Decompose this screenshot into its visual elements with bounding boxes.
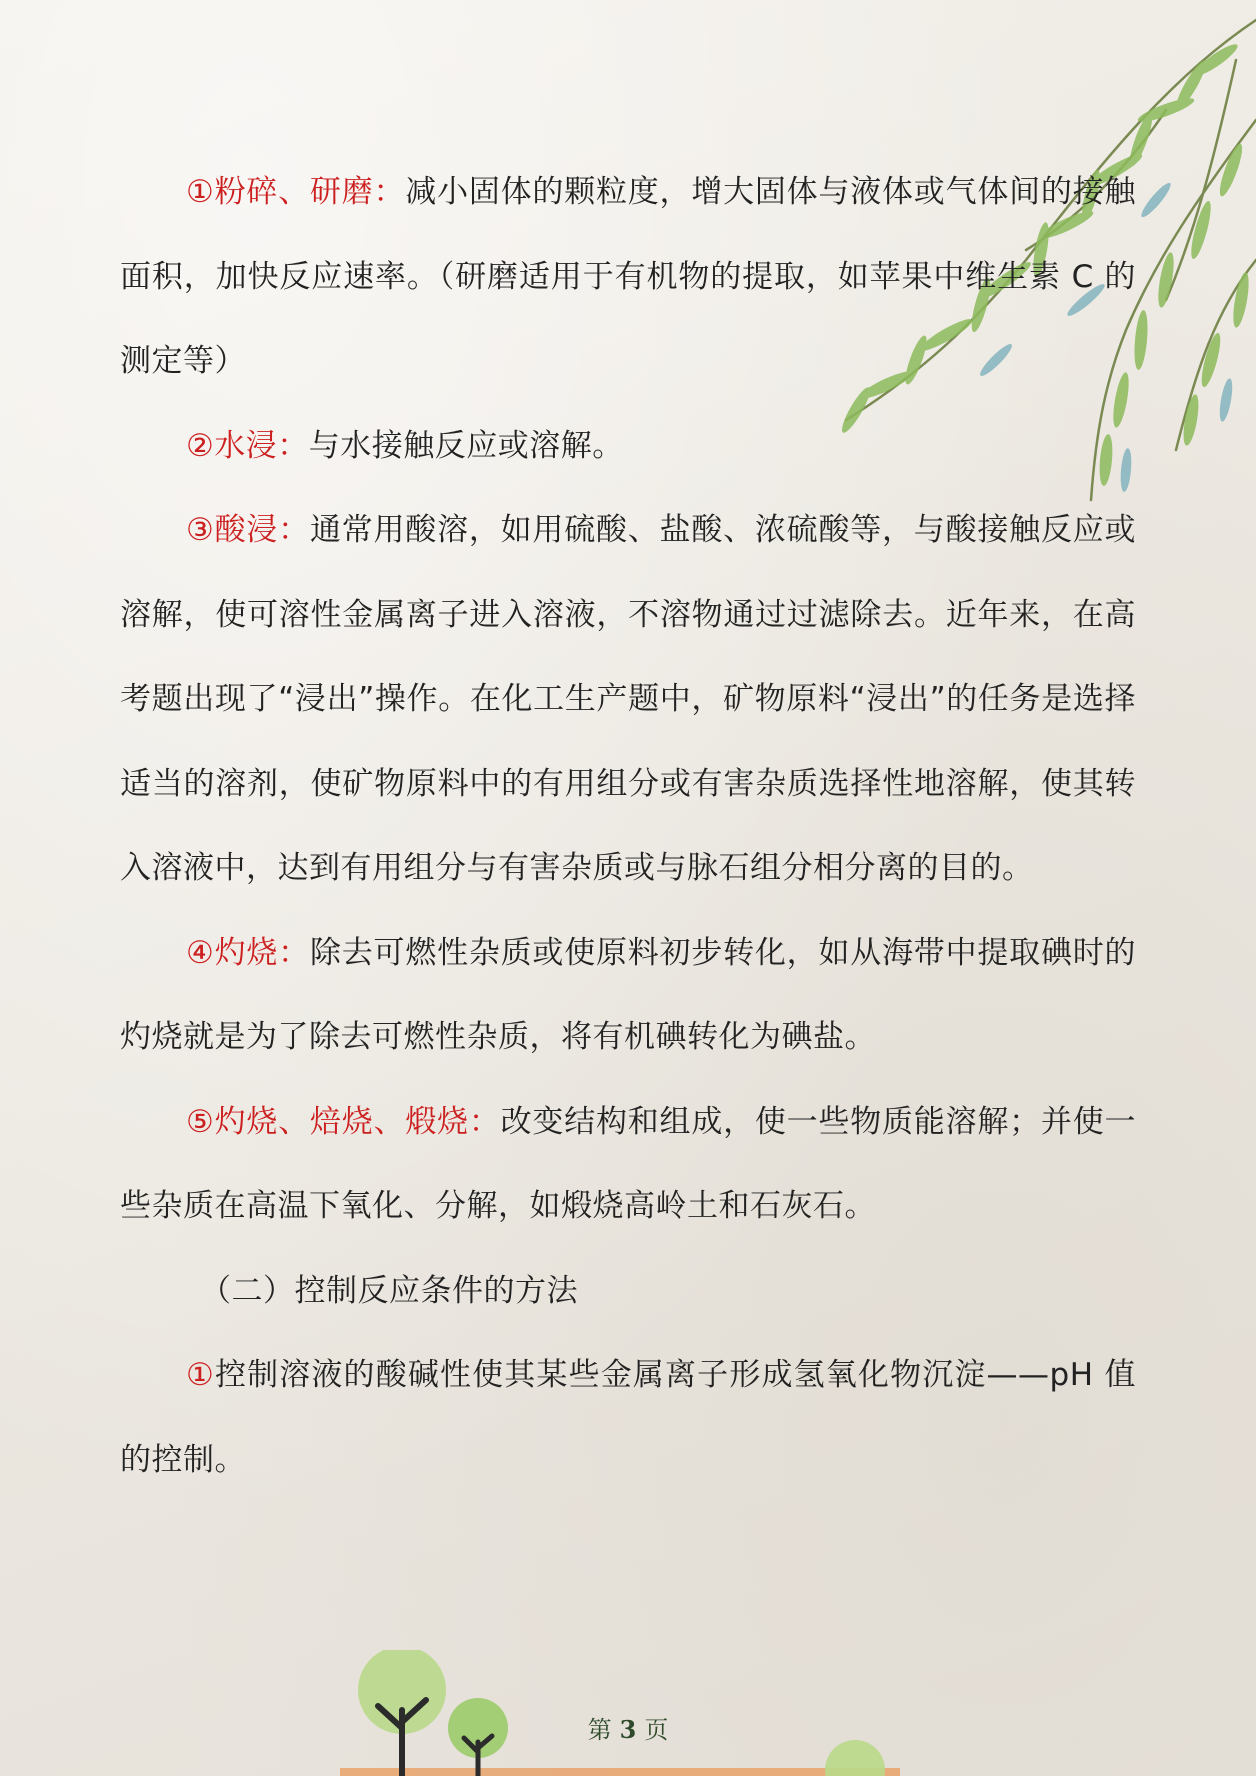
paragraph-acid-leaching [120,488,1136,911]
term-label: ②水浸： [186,427,309,464]
page-number: 3 [619,1715,637,1744]
term-label: ③酸浸： [186,512,310,548]
document-body [120,150,1136,1502]
paragraph-water-leaching [120,404,1136,489]
paragraph-text: 控制溶液的酸碱性使其某些金属离子形成氢氧化物沉淀——pH 值的控制。 [120,1357,1137,1478]
paragraph-text: 通常用酸溶，如用硫酸、盐酸、浓硫酸等，与酸接触反应或溶解，使可溶性金属离子进入溶液，不溶物通过过滤除去。近年来，在高考题出现了“浸出”操作。在化工生产题中，矿物原料“浸出”的任务是选择适当的溶剂，使矿物原料中的有用组分或有害杂质选择性地溶解，使其转入溶液中，达到有用组分与有害杂质或与脉石组分相分离的目的。 [120,512,1137,886]
term-label: ①粉碎、研磨： [186,174,406,210]
paragraph-text: 除去可燃性杂质或使原料初步转化，如从海带中提取碘时的灼烧就是为了除去可燃性杂质，将有机碘转化为碘盐。 [120,934,1137,1055]
paragraph-crushing [120,150,1136,404]
paragraph-text: 改变结构和组成，使一些物质能溶解；并使一些杂质在高温下氧化、分解，如煅烧高岭土和石灰石。 [120,1103,1136,1224]
term-label: ① [186,1357,215,1393]
paragraph-ph-control [120,1333,1136,1502]
term-label: ④灼烧： [186,934,310,971]
footer-prefix: 第 [587,1716,612,1744]
page-footer [0,1710,1256,1745]
paragraph-calcination [120,1080,1136,1249]
section-heading: （二）控制反应条件的方法 [200,1272,578,1309]
paragraph-text: 与水接触反应或溶解。 [308,427,624,464]
term-label: ⑤灼烧、焙烧、煅烧： [186,1103,501,1140]
paragraph-text: 减小固体的颗粒度，增大固体与液体或气体间的接触面积，加快反应速率。（研磨适用于有机物的提取，如苹果中维生素 C 的测定等） [120,174,1137,379]
footer-suffix: 页 [644,1716,669,1744]
paragraph-burning [120,911,1136,1080]
